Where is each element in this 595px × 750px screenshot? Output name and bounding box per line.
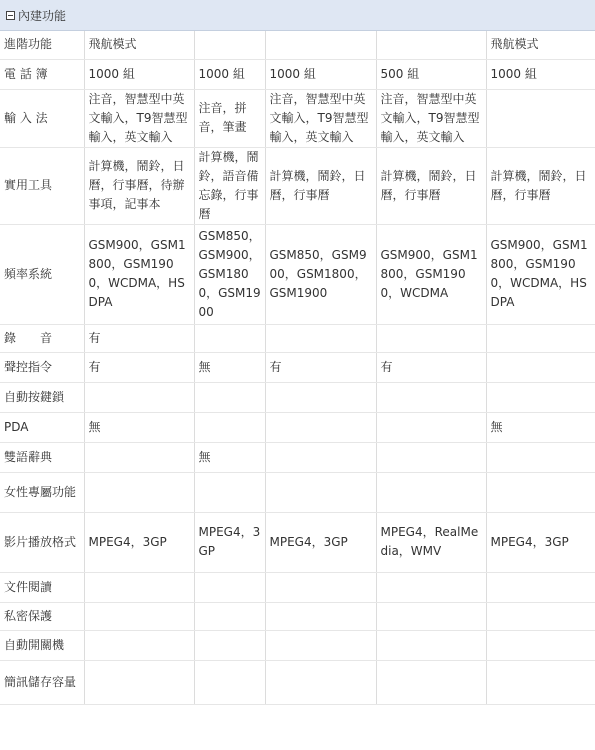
row-label: 簡訊儲存容量 xyxy=(0,660,84,704)
spec-cell: 注音，智慧型中英文輸入，T9智慧型輸入，英文輸入 xyxy=(265,89,376,147)
spec-cell xyxy=(84,442,194,472)
spec-cell xyxy=(84,660,194,704)
spec-cell: 計算機，鬧鈴，日曆，行事曆 xyxy=(265,147,376,224)
section-header[interactable] xyxy=(0,0,595,31)
spec-cell xyxy=(376,630,486,660)
spec-cell xyxy=(194,324,265,352)
row-label: 女性專屬功能 xyxy=(0,472,84,512)
spec-cell xyxy=(486,442,595,472)
row-label: 自動按鍵鎖 xyxy=(0,382,84,412)
spec-cell xyxy=(194,412,265,442)
spec-cell xyxy=(265,382,376,412)
spec-cell xyxy=(376,412,486,442)
spec-cell: 計算機，鬧鈴，語音備忘錄，行事曆 xyxy=(194,147,265,224)
spec-cell: 有 xyxy=(84,352,194,382)
spec-cell xyxy=(194,472,265,512)
row-label: 雙語辭典 xyxy=(0,442,84,472)
spec-cell: 飛航模式 xyxy=(486,31,595,59)
spec-cell xyxy=(376,472,486,512)
spec-cell xyxy=(486,382,595,412)
row-video xyxy=(0,512,595,572)
row-label: 影片播放格式 xyxy=(0,512,84,572)
row-input xyxy=(0,89,595,147)
row-sms xyxy=(0,660,595,704)
spec-cell xyxy=(486,324,595,352)
row-label: 錄 音 xyxy=(0,324,84,352)
spec-cell xyxy=(376,382,486,412)
spec-cell xyxy=(486,472,595,512)
spec-cell xyxy=(194,31,265,59)
spec-cell xyxy=(376,324,486,352)
row-label: 私密保護 xyxy=(0,602,84,630)
spec-cell: MPEG4，3GP xyxy=(194,512,265,572)
spec-cell: 計算機，鬧鈴，日曆，行事曆 xyxy=(376,147,486,224)
row-advanced xyxy=(0,31,595,59)
spec-cell: 注音，拼音，筆畫 xyxy=(194,89,265,147)
spec-cell: MPEG4，RealMedia，WMV xyxy=(376,512,486,572)
row-label: 實用工具 xyxy=(0,147,84,224)
spec-cell: MPEG4，3GP xyxy=(486,512,595,572)
row-voice xyxy=(0,352,595,382)
spec-cell: 1000 組 xyxy=(486,59,595,89)
spec-cell: 無 xyxy=(84,412,194,442)
spec-cell xyxy=(194,602,265,630)
spec-cell xyxy=(486,352,595,382)
spec-table xyxy=(0,31,595,705)
collapse-icon[interactable] xyxy=(6,11,15,20)
spec-cell xyxy=(84,630,194,660)
row-dictionary xyxy=(0,442,595,472)
spec-cell xyxy=(265,31,376,59)
row-document xyxy=(0,572,595,602)
spec-cell xyxy=(265,572,376,602)
row-label: 頻率系統 xyxy=(0,224,84,324)
spec-cell: GSM900，GSM1800，GSM1900，WCDMA，HSDPA xyxy=(486,224,595,324)
spec-cell: 1000 組 xyxy=(194,59,265,89)
spec-cell xyxy=(376,31,486,59)
spec-cell xyxy=(84,382,194,412)
row-label: 文件閱讀 xyxy=(0,572,84,602)
spec-cell xyxy=(265,660,376,704)
spec-cell: 無 xyxy=(486,412,595,442)
spec-cell xyxy=(265,412,376,442)
spec-cell: 1000 組 xyxy=(265,59,376,89)
spec-cell: GSM900，GSM1800，GSM1900，WCDMA xyxy=(376,224,486,324)
spec-cell: 1000 組 xyxy=(84,59,194,89)
row-privacy xyxy=(0,602,595,630)
spec-cell: GSM850，GSM900，GSM1800，GSM1900 xyxy=(194,224,265,324)
spec-cell xyxy=(84,472,194,512)
spec-cell xyxy=(194,630,265,660)
spec-cell: GSM900，GSM1800，GSM1900，WCDMA，HSDPA xyxy=(84,224,194,324)
spec-cell xyxy=(194,382,265,412)
row-tools xyxy=(0,147,595,224)
section-title: 內建功能 xyxy=(18,8,67,23)
row-label: 自動開關機 xyxy=(0,630,84,660)
row-label: 電 話 簿 xyxy=(0,59,84,89)
spec-cell: 有 xyxy=(265,352,376,382)
spec-cell: 有 xyxy=(84,324,194,352)
spec-cell: 500 組 xyxy=(376,59,486,89)
spec-cell xyxy=(194,660,265,704)
spec-cell xyxy=(376,442,486,472)
spec-cell xyxy=(265,442,376,472)
spec-cell: 飛航模式 xyxy=(84,31,194,59)
spec-cell xyxy=(265,630,376,660)
spec-cell xyxy=(376,602,486,630)
spec-cell xyxy=(486,630,595,660)
row-keylock xyxy=(0,382,595,412)
row-label: 聲控指令 xyxy=(0,352,84,382)
row-label: PDA xyxy=(0,412,84,442)
row-autopower xyxy=(0,630,595,660)
spec-cell: 有 xyxy=(376,352,486,382)
spec-cell xyxy=(265,324,376,352)
spec-cell: 無 xyxy=(194,442,265,472)
spec-cell xyxy=(376,660,486,704)
spec-cell: 注音，智慧型中英文輸入，T9智慧型輸入，英文輸入 xyxy=(376,89,486,147)
spec-cell xyxy=(486,572,595,602)
spec-cell: MPEG4，3GP xyxy=(84,512,194,572)
row-label: 進階功能 xyxy=(0,31,84,59)
spec-cell: 注音，智慧型中英文輸入，T9智慧型輸入，英文輸入 xyxy=(84,89,194,147)
row-pda xyxy=(0,412,595,442)
spec-cell xyxy=(84,572,194,602)
spec-cell xyxy=(486,89,595,147)
spec-cell: 計算機，鬧鈴，日曆，行事曆 xyxy=(486,147,595,224)
spec-cell xyxy=(84,602,194,630)
spec-cell xyxy=(376,572,486,602)
spec-cell xyxy=(265,602,376,630)
spec-cell xyxy=(194,572,265,602)
spec-cell: GSM850，GSM900，GSM1800，GSM1900 xyxy=(265,224,376,324)
row-record xyxy=(0,324,595,352)
row-label: 輸 入 法 xyxy=(0,89,84,147)
row-female xyxy=(0,472,595,512)
row-frequency xyxy=(0,224,595,324)
spec-cell: 無 xyxy=(194,352,265,382)
spec-cell xyxy=(486,660,595,704)
spec-cell xyxy=(265,472,376,512)
spec-cell: MPEG4，3GP xyxy=(265,512,376,572)
row-phonebook xyxy=(0,59,595,89)
spec-cell xyxy=(486,602,595,630)
spec-cell: 計算機，鬧鈴，日曆，行事曆，待辦事項，記事本 xyxy=(84,147,194,224)
